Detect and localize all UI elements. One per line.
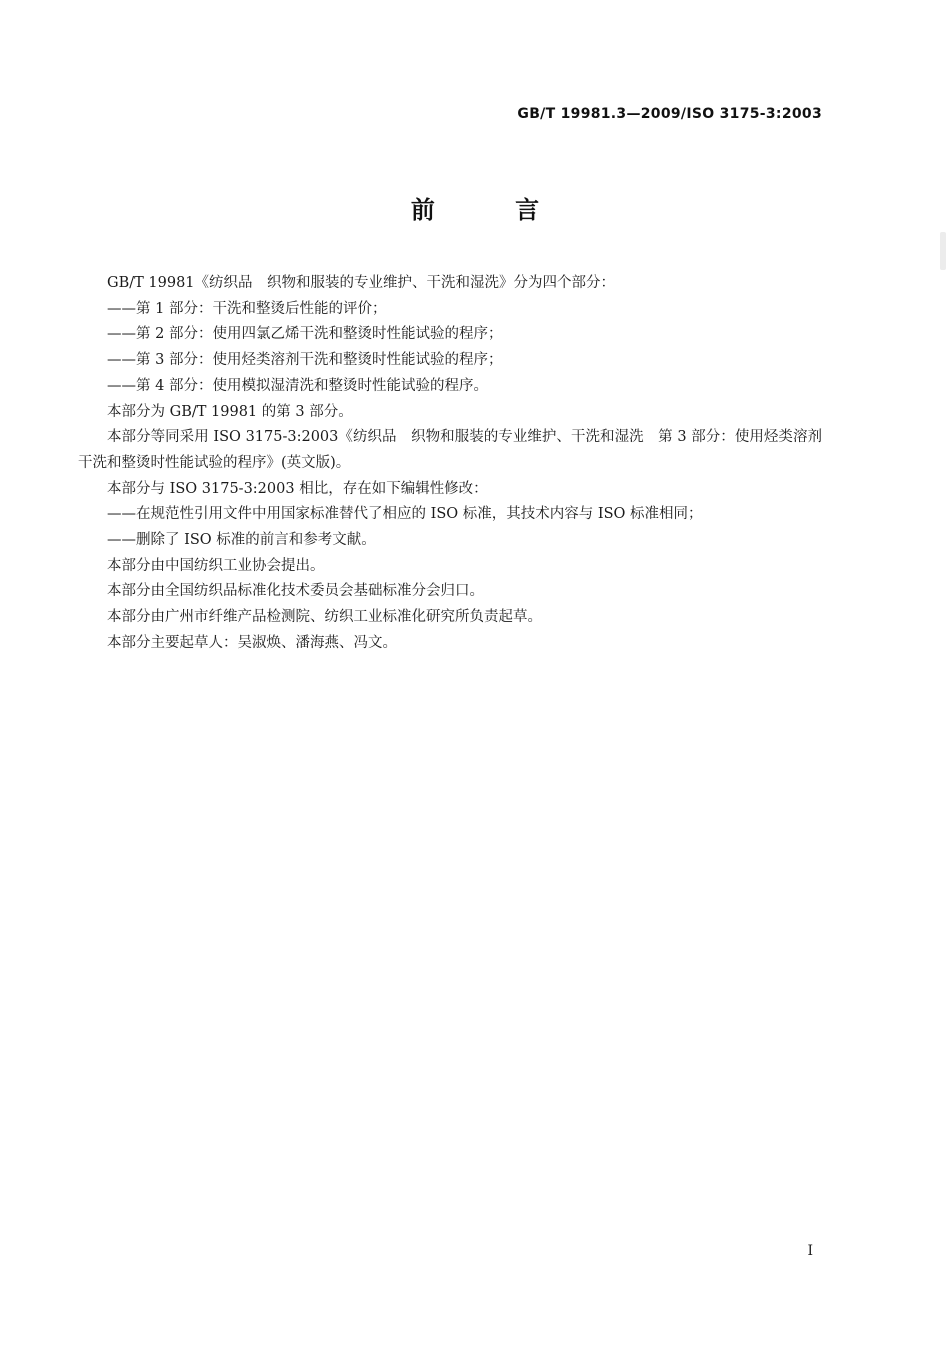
list-item: ——第 2 部分：使用四氯乙烯干洗和整烫时性能试验的程序； [107, 326, 503, 343]
scrollbar-thumb[interactable] [940, 232, 946, 270]
list-item: ——第 3 部分：使用烃类溶剂干洗和整烫时性能试验的程序； [107, 352, 503, 369]
paragraph: 本部分等同采用 ISO 3175-3:2003《纺织品 织物和服装的专业维护、干洗和湿洗 第 3 部分：使用烃类溶剂干洗和整烫时性能试验的程序》(英文版)。 [78, 429, 822, 471]
page-number: I [807, 1243, 813, 1259]
foreword-body [78, 271, 822, 657]
list-item: ——删除了 ISO 标准的前言和参考文献。 [107, 532, 376, 549]
list-item: ——在规范性引用文件中用国家标准替代了相应的 ISO 标准，其技术内容与 ISO 标准相同； [107, 506, 703, 523]
paragraph: GB/T 19981《纺织品 织物和服装的专业维护、干洗和湿洗》分为四个部分： [107, 275, 616, 291]
list-item: ——第 4 部分：使用模拟湿清洗和整烫时性能试验的程序。 [107, 377, 488, 394]
paragraph: 本部分与 ISO 3175-3:2003 相比，存在如下编辑性修改： [107, 480, 488, 497]
paragraph: 本部分由全国纺织品标准化技术委员会基础标准分会归口。 [107, 583, 484, 600]
paragraph: 本部分主要起草人：吴淑焕、潘海燕、冯文。 [107, 634, 397, 651]
list-item: ——第 1 部分：干洗和整烫后性能的评价； [107, 300, 387, 317]
paragraph: 本部分由中国纺织工业协会提出。 [107, 557, 325, 574]
paragraph: 本部分由广州市纤维产品检测院、纺织工业标准化研究所负责起草。 [107, 609, 542, 626]
standard-code: GB/T 19981.3—2009/ISO 3175-3:2003 [517, 106, 822, 122]
paragraph: 本部分为 GB/T 19981 的第 3 部分。 [107, 403, 353, 420]
page-title: 前 言 [410, 196, 576, 224]
